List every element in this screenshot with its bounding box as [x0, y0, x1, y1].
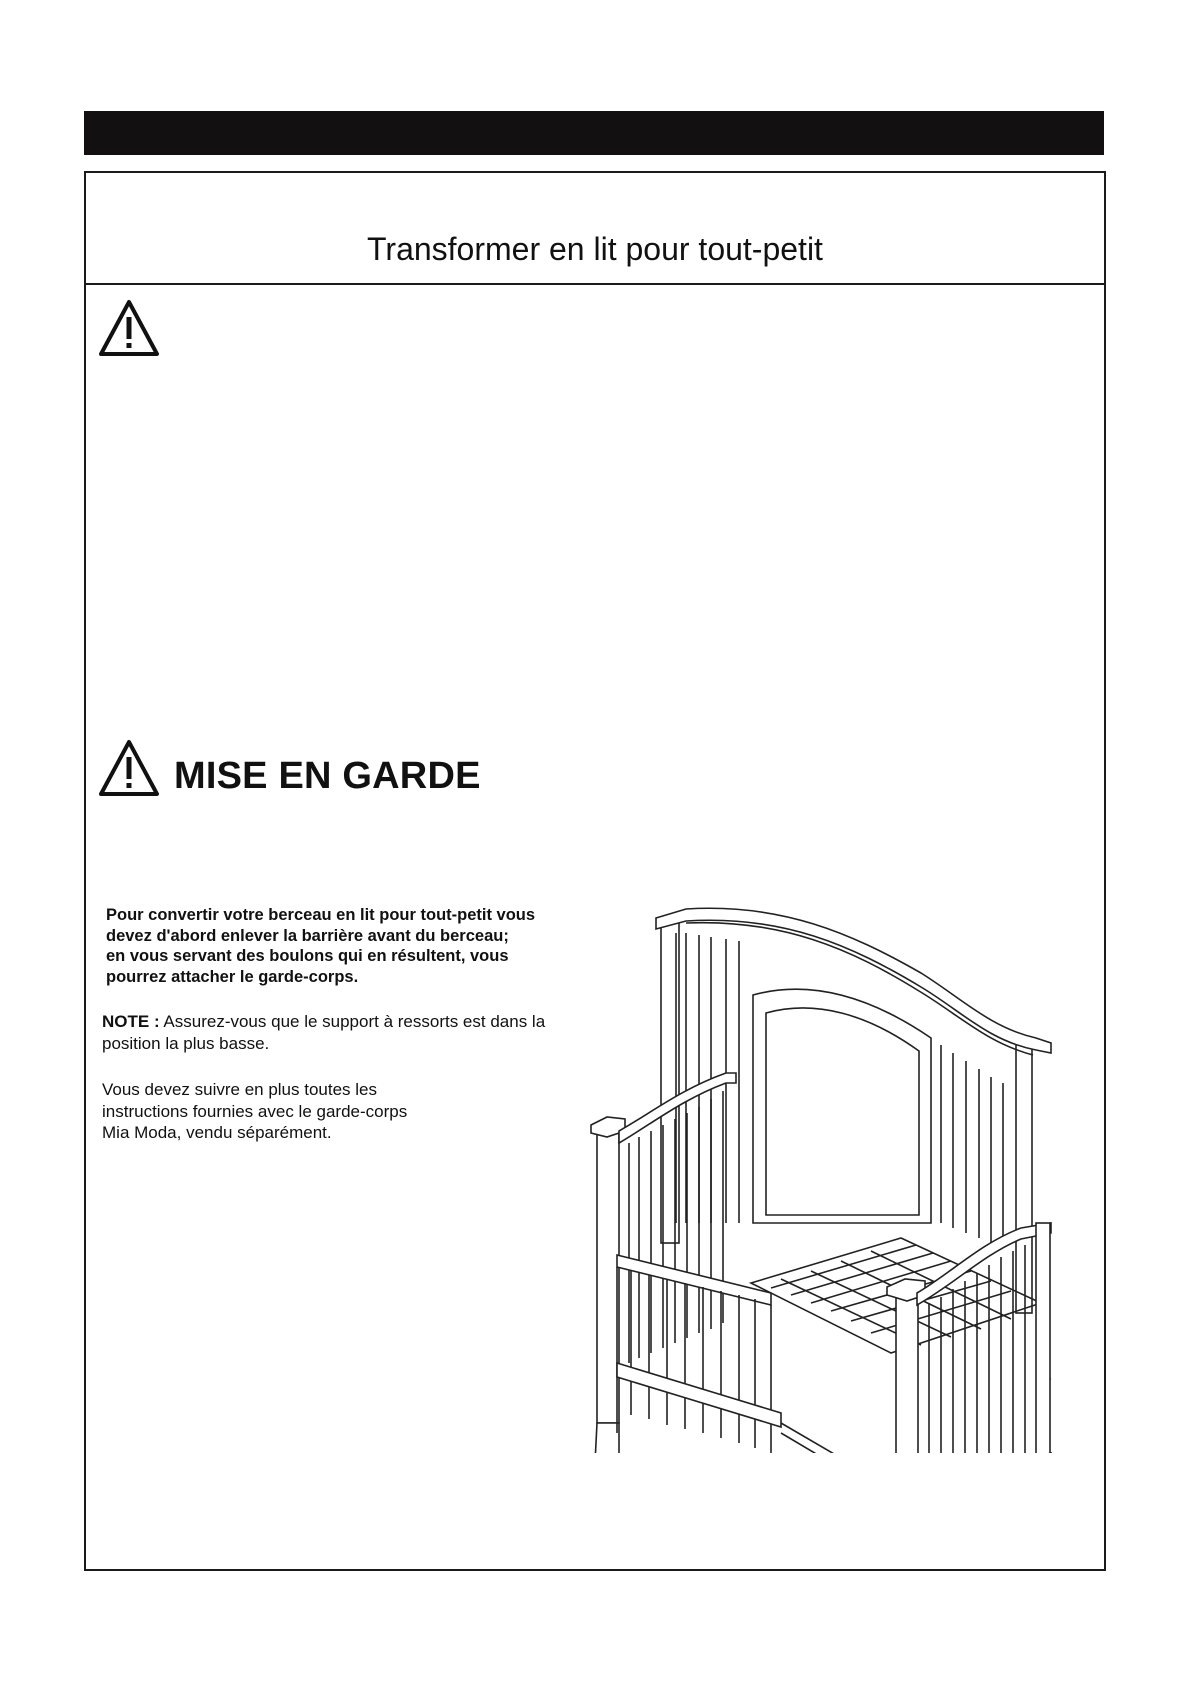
- note-text: Assurez-vous que le support à ressorts est dans la position la plus basse.: [102, 1012, 546, 1053]
- conversion-instructions: [106, 905, 576, 987]
- guardrail-instructions: [102, 1079, 502, 1144]
- title-divider: [86, 283, 1104, 285]
- intro-line: en vous servant des boulons qui en résultent, vous: [106, 947, 509, 965]
- crib-illustration: [521, 893, 1141, 1453]
- intro-line: pourrez attacher le garde-corps.: [106, 967, 359, 986]
- header-bar: [84, 111, 1104, 155]
- warning-triangle-icon: [98, 299, 160, 357]
- instruction-panel: [84, 171, 1106, 1571]
- extra-line: Vous devez suivre en plus toutes les: [102, 1080, 377, 1099]
- page-title: Transformer en lit pour tout-petit: [367, 231, 823, 267]
- intro-line: devez d'abord enlever la barrière avant du berceau;: [106, 926, 509, 945]
- intro-line: Pour convertir votre berceau en lit pour tout-petit vous: [106, 906, 536, 924]
- extra-line: instructions fournies avec le garde-corps: [102, 1101, 408, 1121]
- note-label: NOTE :: [102, 1012, 160, 1031]
- warning-triangle-icon: [98, 739, 160, 797]
- warning-heading: MISE EN GARDE: [174, 755, 481, 797]
- note-paragraph: [102, 1011, 572, 1055]
- extra-line: Mia Moda, vendu séparément.: [102, 1123, 332, 1142]
